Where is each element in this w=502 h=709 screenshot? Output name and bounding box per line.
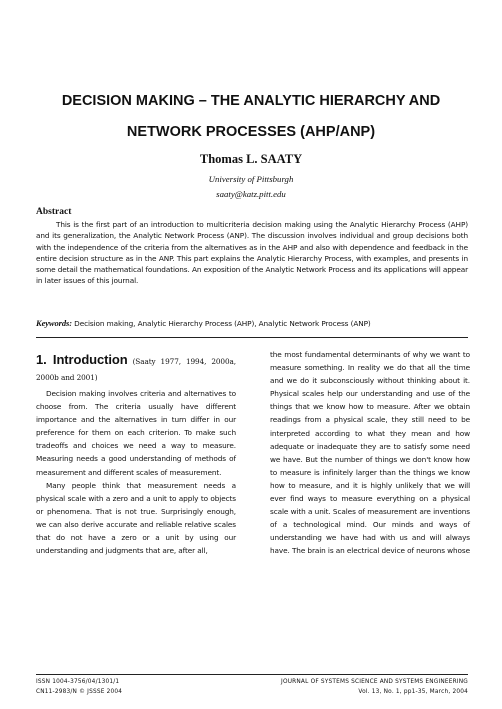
right-column	[270, 348, 470, 558]
author-affiliation-block	[40, 172, 462, 202]
footer-left	[36, 677, 122, 697]
paper-title-line-1: DECISION MAKING – THE ANALYTIC HIERARCHY AND	[61, 93, 441, 109]
paper-title-line-2: NETWORK PROCESSES (AHP/ANP)	[126, 124, 376, 140]
abstract-heading: Abstract	[36, 207, 72, 217]
footer-right	[281, 677, 468, 697]
keywords-line	[36, 318, 468, 328]
keywords-text: Decision making, Analytic Hierarchy Process (AHP), Analytic Network Process (ANP)	[74, 319, 371, 328]
right-column-paragraph: the most fundamental determinants of why we want to measure something. In reality we do that all the time and we do it subconsciously without thinking about it. Physical scales help our understanding and use of the things that we know how to measure. After we obtain readings from a physical scale, they still need to be interpreted according to what they mean and how adequate or inadequate they are to satisfy some need we have. But the number of things we don't know how to measure is infinitely larger than the things we know how to measure, and it is highly unlikely that we will ever find ways to measure everything on a physical scale with a unit. Scales of measurement are inventions of a technological mind. Our minds and ways of understanding we have had with us and will always have. The brain is an electrical device of neurons whose	[270, 350, 470, 556]
intro-paragraph-1: Decision making involves criteria and alternatives to choose from. The criteria usually have different importance and the alternatives in turn differ in our preference for them on each criterion. To make such tradeoffs and choices we need a way to measure. Measuring needs a good understanding of methods of measurement and different scales of measurement.	[36, 389, 236, 477]
section-citation: (Saaty 1977, 1994, 2000a, 2000b and 2001)	[36, 357, 236, 382]
footer-cn: CN11-2983/N © JSSSE 2004	[36, 689, 123, 695]
intro-paragraph-2: Many people think that measurement needs a physical scale with a zero and a unit to apply to objects or phenomena. That is not true. Surprisingly enough, we can also derive accurate and reliable relative scales that do not have a zero or a unit by using our understanding and judgments that are, after all,	[36, 480, 236, 556]
section-title: 1. Introduction	[36, 352, 128, 367]
keywords-label: Keywords:	[36, 318, 72, 328]
author-email: saaty@katz.pitt.edu	[216, 189, 286, 199]
footer-issn: ISSN 1004-3756/04/1301/1	[36, 679, 120, 685]
author-name: Thomas L. SAATY	[199, 152, 303, 166]
header-divider	[36, 337, 468, 338]
abstract-text: This is the first part of an introduction to multicriteria decision making using the Analytic Hierarchy Process (AHP) and its generalization, the Analytic Network Process (ANP). The discussion involves individual and group decisions both with the independence of the criteria from the alternatives as in the AHP and also with dependence and feedback in the entire decision structure as in the ANP. This part explains the Analytic Hierarchy Process, with examples, and presents in some detail the mathematical foundations. An exposition of the Analytic Network Process and its applications will appear in later issues of this journal.	[36, 220, 468, 286]
author-affiliation: University of Pittsburgh	[208, 174, 294, 184]
footer-journal: JOURNAL OF SYSTEMS SCIENCE AND SYSTEMS ENGINEERING	[281, 679, 468, 685]
paper-title	[40, 86, 462, 148]
left-column	[36, 352, 236, 557]
footer-divider	[36, 674, 468, 675]
footer-volume: Vol. 13, No. 1, pp1-35, March, 2004	[358, 689, 468, 695]
section-heading	[36, 352, 236, 385]
